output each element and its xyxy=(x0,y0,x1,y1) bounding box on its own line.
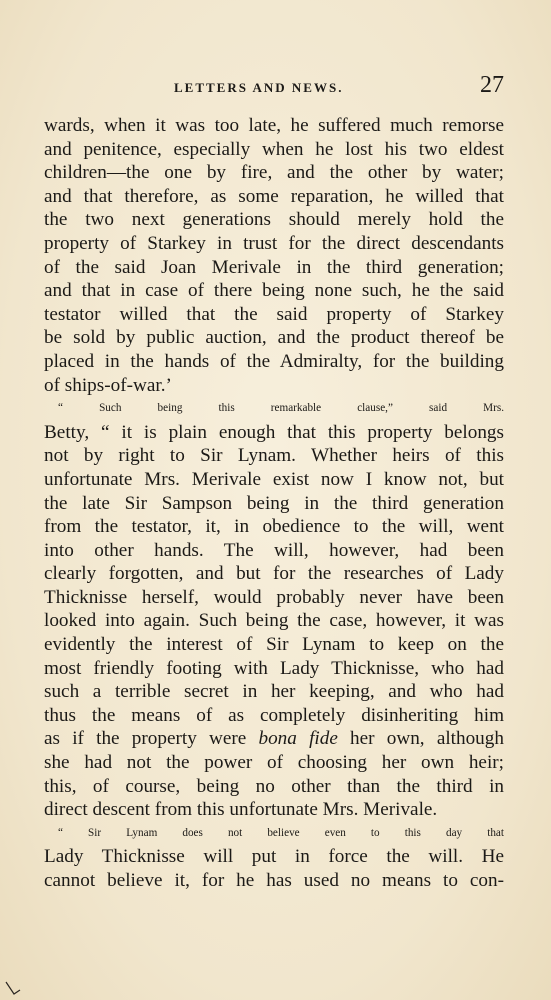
text-line: placed in the hands of the Admiralty, for the building xyxy=(44,350,504,372)
text-line: cannot believe it, for he has used no means to con- xyxy=(44,870,504,891)
text-line: clearly forgotten, and but for the researches of Lady xyxy=(44,563,504,585)
text-line: such a terrible secret in her keeping, and who had xyxy=(44,681,504,703)
text-line: Thicknisse herself, would probably never have been xyxy=(44,586,504,608)
text-line: testator willed that the said property of Starkey xyxy=(44,303,504,325)
text-line: thus the means of as completely disinheriting him xyxy=(44,704,504,726)
text-line: into other hands. The will, however, had been xyxy=(44,539,504,561)
text-line: direct descent from this unfortunate Mrs. Merivale. xyxy=(44,799,438,821)
text-line: wards, when it was too late, he suffered much remorse xyxy=(44,115,504,136)
text-line: and that therefore, as some reparation, he willed that xyxy=(44,185,504,207)
text-line: looked into again. Such being the case, however, it was xyxy=(44,610,504,632)
text-line: most friendly footing with Lady Thicknisse, who had xyxy=(44,657,504,679)
text-line: Betty, “ it is plain enough that this property belongs xyxy=(44,421,504,443)
text-line: evidently the interest of Sir Lynam to keep on the xyxy=(44,634,504,656)
text-line: not by right to Sir Lynam. Whether heirs of this xyxy=(44,445,504,467)
body-text xyxy=(44,114,504,893)
text-line: and penitence, especially when he lost his two eldest xyxy=(44,138,504,160)
text-line: children—the one by fire, and the other by water; xyxy=(44,162,504,184)
text-line: be sold by public auction, and the product thereof be xyxy=(44,327,504,349)
text-line: from the testator, it, in obedience to the will, went xyxy=(44,516,504,538)
text-line: property of Starkey in trust for the direct descendants xyxy=(44,232,504,254)
page-header xyxy=(44,72,504,106)
text-line: she had not the power of choosing her own heir; xyxy=(44,752,504,774)
text-line: and that in case of there being none such, he the said xyxy=(44,280,504,302)
page-number: 27 xyxy=(480,72,504,98)
text-line: this, of course, being no other than the third in xyxy=(44,775,504,797)
text-line: “ Sir Lynam does not believe even to this day that xyxy=(58,826,504,839)
text-line: the late Sir Sampson being in the third generation xyxy=(44,492,504,514)
page-corner-mark xyxy=(4,980,22,998)
running-head: LETTERS AND NEWS. xyxy=(174,80,344,95)
text-line: “ Such being this remarkable clause,” said Mrs. xyxy=(58,402,504,415)
text-line: as if the property were bona fide her own, although xyxy=(44,728,504,750)
text-line: of the said Joan Merivale in the third generation; xyxy=(44,256,504,278)
text-line: the two next generations should merely hold the xyxy=(44,209,504,231)
text-line: Lady Thicknisse will put in force the will. He xyxy=(44,846,504,868)
text-line: of ships-of-war.’ xyxy=(44,374,172,396)
text-line: unfortunate Mrs. Merivale exist now I know not, but xyxy=(44,468,504,490)
